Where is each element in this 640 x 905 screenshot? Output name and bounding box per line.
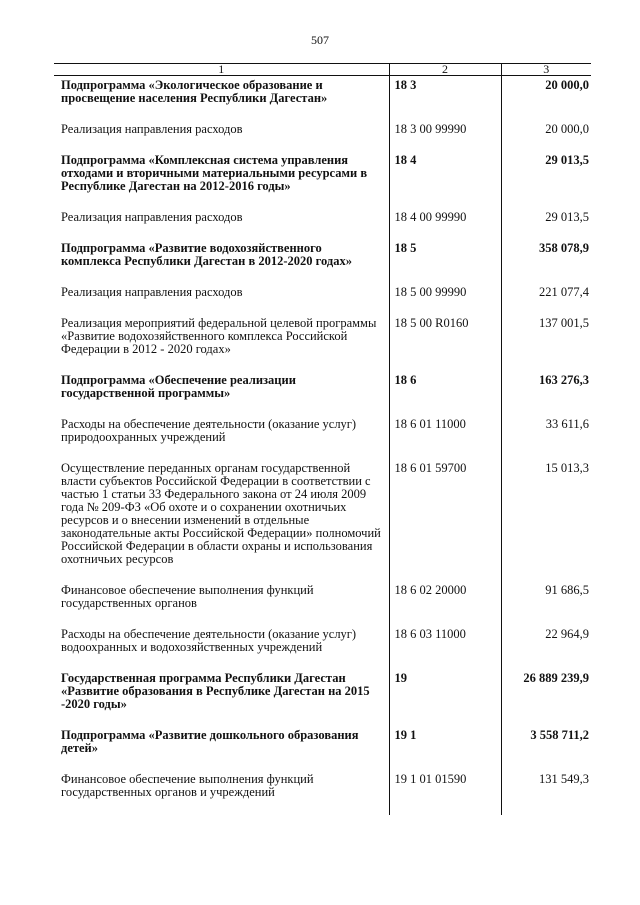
row-amount: 33 611,6 [501,416,591,460]
header-col-1: 1 [54,64,389,76]
table-row [54,315,591,372]
row-amount: 163 276,3 [501,372,591,416]
row-amount: 131 549,3 [501,771,591,815]
row-amount: 221 077,4 [501,284,591,315]
page-number: 507 [311,33,329,47]
row-name: Реализация направления расходов [61,210,243,224]
table-row [54,771,591,815]
table-row [54,626,591,670]
row-name: Государственная программа Республики Дагестан «Развитие образования в Республике Дагестан на 2015 -2020 годы» [61,671,370,711]
row-code: 18 6 01 11000 [389,416,501,460]
table-row [54,670,591,727]
table-row [54,284,591,315]
row-code: 18 5 00 99990 [389,284,501,315]
header-col-2: 2 [389,64,501,76]
row-name: Осуществление переданных органам государственной власти субъектов Российской Федерации в соответствии с частью 1 статьи 33 Федерального закона от 24 июля 2009 года № 209-ФЗ «Об охоте и о сохранении охотничьих ресурсов и о внесении изменений в отдельные законодательные акты Российской Федерации» полномочий Российской Федерации в области охраны и использования охотничьих ресурсов [61,461,381,566]
row-amount: 20 000,0 [501,76,591,122]
row-code: 18 5 00 R0160 [389,315,501,372]
row-code: 18 6 03 11000 [389,626,501,670]
table-row [54,727,591,771]
row-name: Подпрограмма «Развитие дошкольного образования детей» [61,728,359,755]
table-row [54,240,591,284]
row-name: Расходы на обеспечение деятельности (оказание услуг) водоохранных и водохозяйственных учреждений [61,627,357,654]
row-code: 18 5 [389,240,501,284]
row-amount: 137 001,5 [501,315,591,372]
row-code: 18 3 00 99990 [389,121,501,152]
table-body [54,76,591,816]
row-code: 19 1 [389,727,501,771]
row-amount: 29 013,5 [501,152,591,209]
table-row [54,372,591,416]
table-row [54,76,591,122]
table-row [54,209,591,240]
row-code: 18 3 [389,76,501,122]
row-name: Реализация направления расходов [61,122,243,136]
row-name: Финансовое обеспечение выполнения функций государственных органов [61,583,314,610]
row-name: Реализация направления расходов [61,285,243,299]
row-name: Расходы на обеспечение деятельности (оказание услуг) природоохранных учреждений [61,417,357,444]
row-name: Подпрограмма «Экологическое образование и просвещение населения Республики Дагестан» [61,78,328,105]
row-amount: 22 964,9 [501,626,591,670]
header-col-3: 3 [501,64,591,76]
table-header [54,64,591,76]
table-row [54,152,591,209]
row-code: 18 4 00 99990 [389,209,501,240]
row-name: Подпрограмма «Развитие водохозяйственного комплекса Республики Дагестан в 2012-2020 годах» [61,241,352,268]
table-row [54,416,591,460]
row-name: Подпрограмма «Комплексная система управления отходами и вторичными материальными ресурсами в Республике Дагестан на 2012-2016 годы» [61,153,368,193]
table-row [54,582,591,626]
budget-table [54,63,591,815]
row-name: Финансовое обеспечение выполнения функций государственных органов и учреждений [61,772,314,799]
row-amount: 91 686,5 [501,582,591,626]
row-code: 18 6 02 20000 [389,582,501,626]
row-amount: 358 078,9 [501,240,591,284]
row-amount: 15 013,3 [501,460,591,582]
row-code: 18 6 [389,372,501,416]
row-code: 19 [389,670,501,727]
row-amount: 26 889 239,9 [501,670,591,727]
row-amount: 3 558 711,2 [501,727,591,771]
row-code: 18 6 01 59700 [389,460,501,582]
row-code: 19 1 01 01590 [389,771,501,815]
table-row [54,460,591,582]
row-code: 18 4 [389,152,501,209]
row-amount: 20 000,0 [501,121,591,152]
row-name: Реализация мероприятий федеральной целевой программы «Развитие водохозяйственного комплекса Российской Федерации в 2012 - 2020 годах» [61,316,377,356]
table-row [54,121,591,152]
row-name: Подпрограмма «Обеспечение реализации государственной программы» [61,373,296,400]
row-amount: 29 013,5 [501,209,591,240]
